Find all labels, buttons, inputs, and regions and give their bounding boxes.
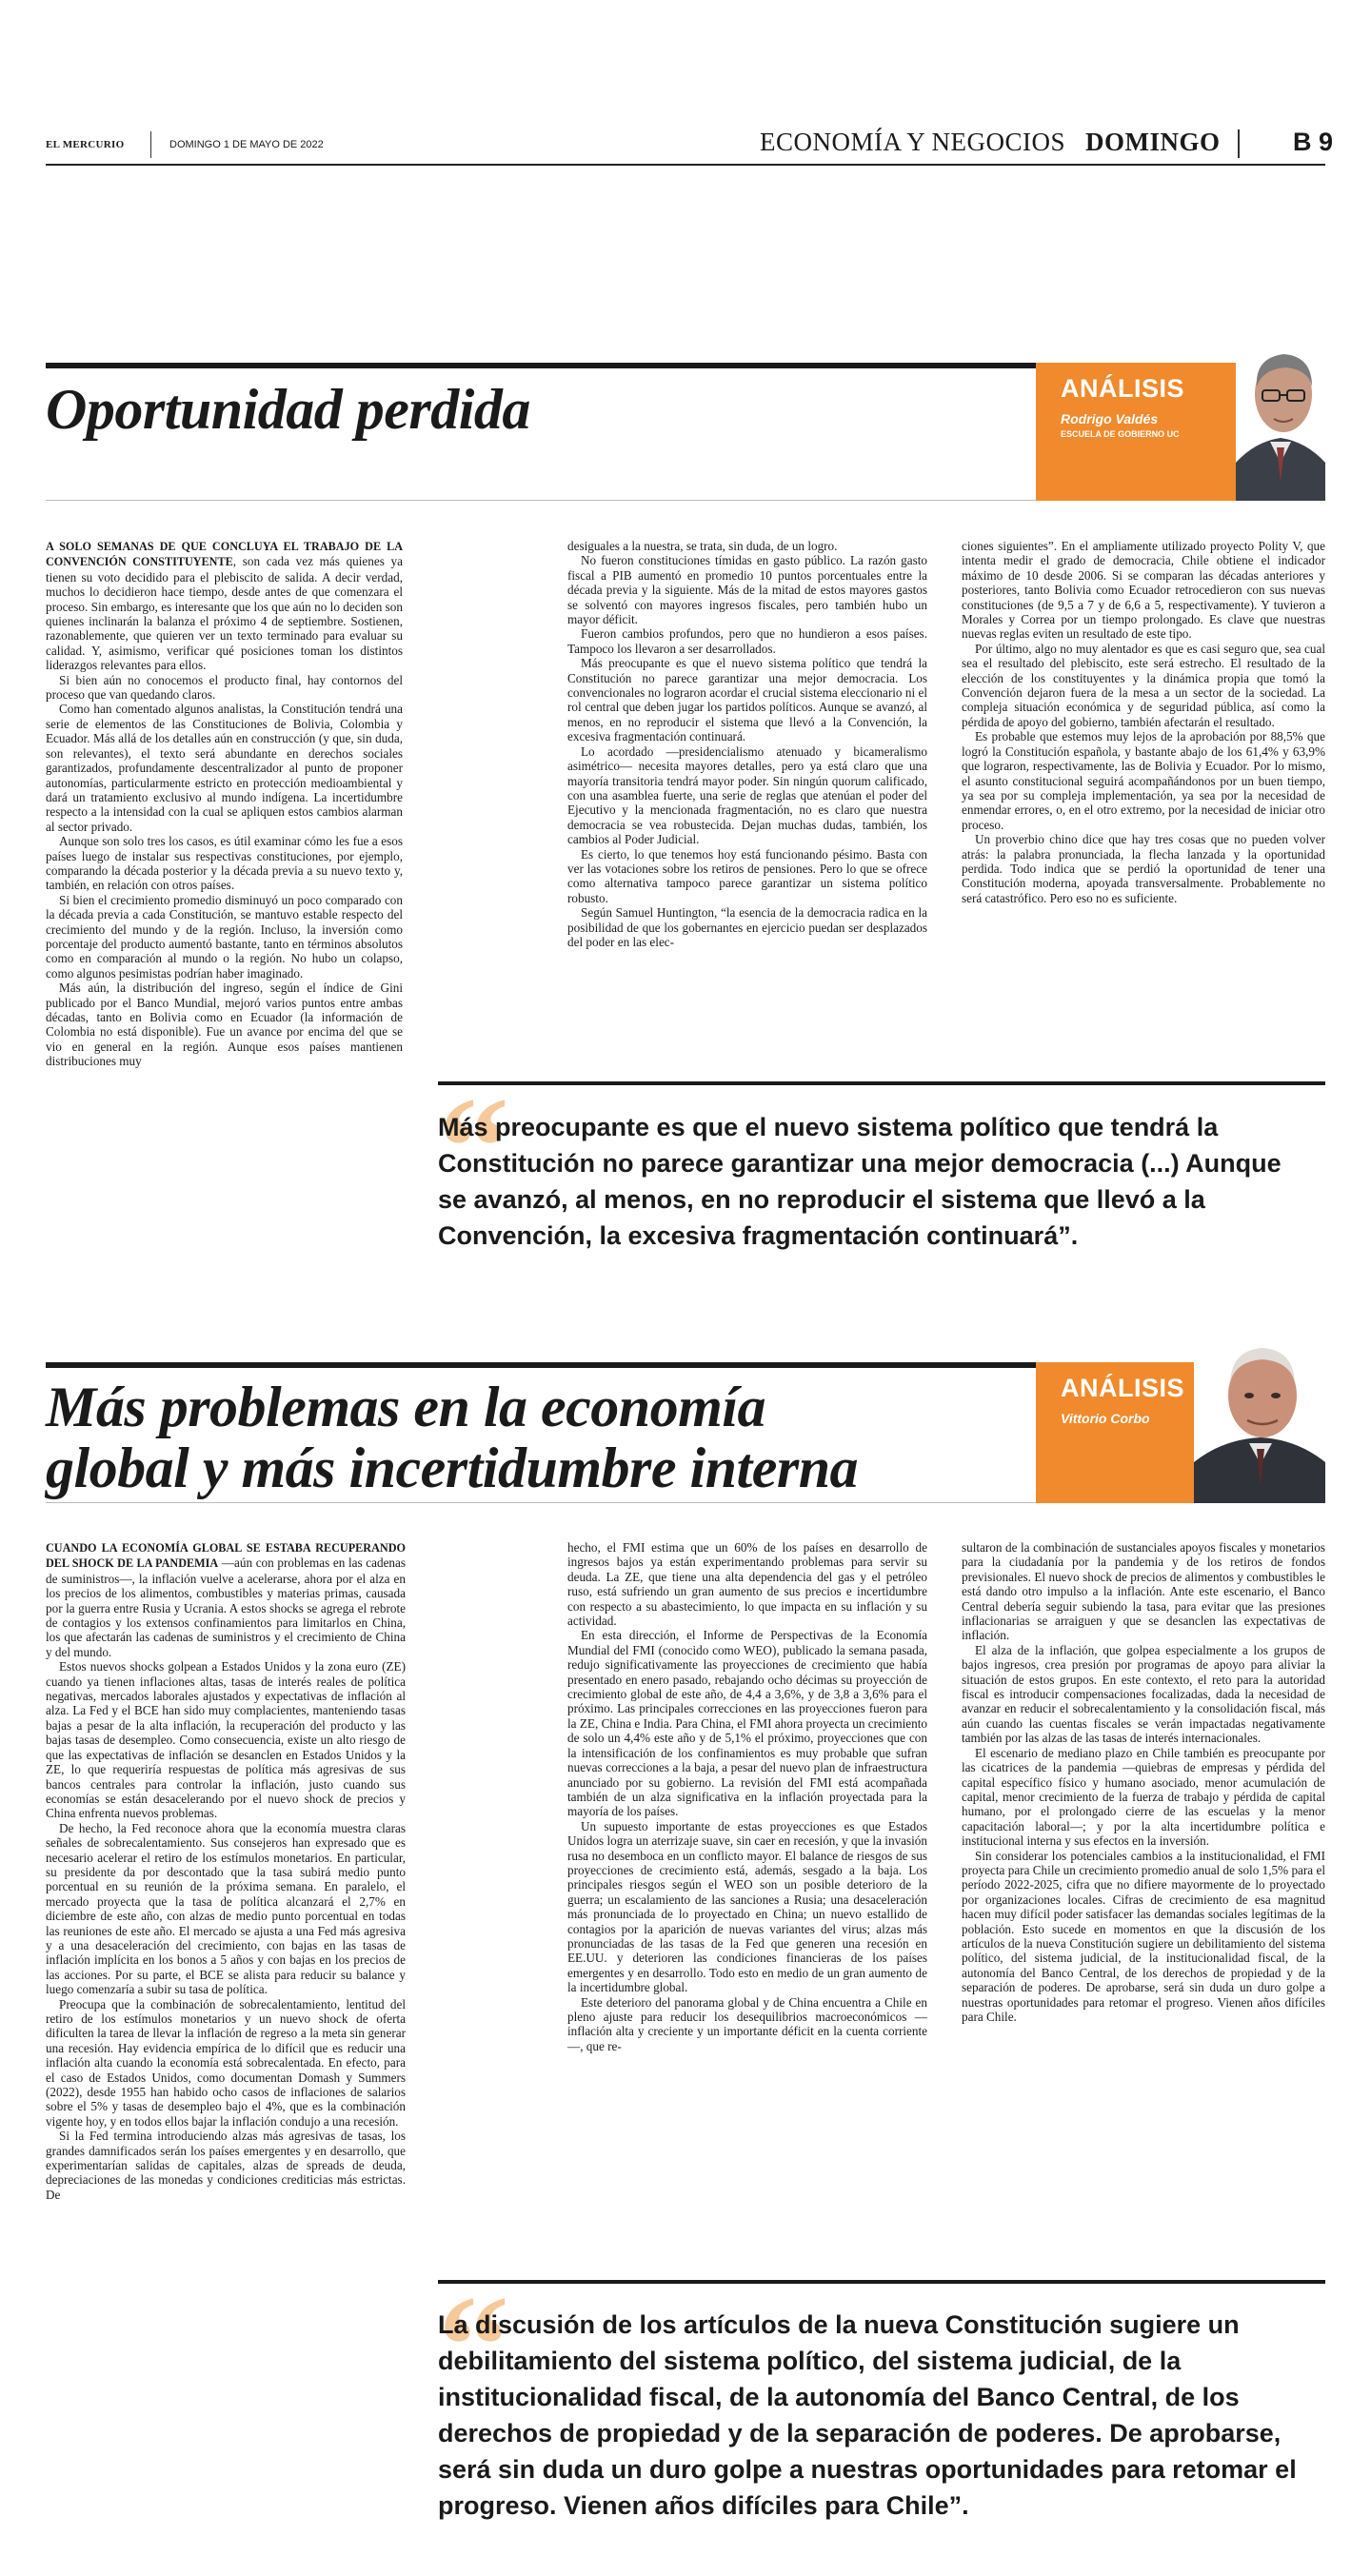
paragraph: Más aún, la distribución del ingreso, según el índice de Gini publicado por el Banco Mundial, mejoró varios puntos entre ambas décadas, tanto en Bolivia como en Ecuador (la información de Colombia no está disponible). Fue un avance por encima del que se vio en general en la región. Aunque esos países mantienen distribuciones muy <box>46 981 403 1069</box>
article1-lead: A SOLO SEMANAS DE QUE CONCLUYA EL TRABAJO DE LA CONVENCIÓN CONSTITUYENTE <box>46 540 403 569</box>
paragraph: Como han comentado algunos analistas, la Constitución tendrá una serie de elementos de las Constituciones de Bolivia, Colombia y Ecuador. Más allá de los detalles aún en construcción (y que, sin duda, son relevantes), el texto será abundante en derechos sociales garantizados, profundamente descentralizador al punto de proponer autonomías, particularmente estricto en protección medioambiental y dará un tratamiento exclusivo al mundo indígena. La incertidumbre respecto a la intensidad con la cual se apliquen estos cambios alarman al sector privado. <box>46 702 403 834</box>
issue-date: DOMINGO 1 DE MAYO DE 2022 <box>169 139 324 150</box>
paragraph: ciones siguientes”. En el ampliamente utilizado proyecto Polity V, que intenta medir el grado de democracia, Chile obtiene el indicador máximo de 10 desde 2006. Si se comparan las décadas anteriores y posteriores, tanto Bolivia como Ecuador retrocedieron con sus nuevas constituciones (de 9,5 a 7 y de 6,6 a 5, respectivamente). Y tuvieron a Morales y Correa por un tiempo prolongado. Es clave que nuestras nuevas reglas eviten un resultado de este tipo. <box>962 539 1325 642</box>
article2-analysis-tag <box>1036 1362 1325 1503</box>
paragraph: Por último, algo no muy alentador es que es casi seguro que, sea cual sea el resultado del plebiscito, este será estrecho. El resultado de la elección de los constituyentes y la dinámica propia que tomó la Convención dejaron fuera de la mesa a un sector de la sociedad. La compleja situación económica y de seguridad pública, así como la pérdida de apoyo del gobierno, también afectarán el resultado. <box>962 641 1325 729</box>
header-rule <box>46 164 1325 166</box>
article1-column-3 <box>962 539 1325 905</box>
paragraph: Un supuesto importante de estas proyecciones es que Estados Unidos logra un aterrizaje suave, sin caer en recesión, y que la invasión rusa no desemboca en un conflicto mayor. El balance de riesgos de sus proyecciones de crecimiento está, además, sesgado a la baja. Los principales riesgos según el WEO son un posible deterioro de la guerra; un escalamiento de las sanciones a Rusia; una desaceleración más pronunciada de lo proyectado en China; un nuevo estallido de contagios por la aparición de nuevas variantes del virus; alzas más pronunciadas de las tasas de la Fed que generen una recesión en EE.UU. y deterioren las condiciones financieras de los países emergentes y en desarrollo. Todo esto en medio de un gran aumento de la incertidumbre global. <box>567 1818 927 1995</box>
article2-title <box>46 1377 858 1498</box>
author-affiliation: ESCUELA DE GOBIERNO UC <box>1061 429 1180 439</box>
header-divider-2 <box>1238 129 1240 158</box>
author-photo <box>1194 1319 1325 1503</box>
paragraph: El escenario de mediano plazo en Chile también es preocupante por las cicatrices de la pandemia —quiebras de empresas y pérdida del capital específico físico y humano asociado, menor acumulación de capital, menor crecimiento de la fuerza de trabajo y pérdida de capital humano, por el prolongado cierre de las escuelas y la menor capacitación laboral—; y por la alta incertidumbre política e institucional interna y sus efectos en la inversión. <box>962 1745 1325 1849</box>
page-number: B 9 <box>1293 128 1334 156</box>
article1-title: Oportunidad perdida <box>46 378 530 441</box>
paragraph: , son cada vez más quienes ya tienen su voto decidido para el plebiscito de salida. A decir verdad, muchos lo decidieron hace tiempo, desde antes de que comenzara el proceso. Sin embargo, es interesante que los que aún no lo deciden son quienes inclinarán la balanza el próximo 4 de septiembre. Sostienen, razonablemente, que quieren ver un texto terminado para evaluar su calidad. Y, asimismo, verificar qué posiciones toman los distintos liderazgos relevantes para ellos. <box>46 554 403 673</box>
article2-column-1 <box>46 1540 406 2202</box>
article2-column-3 <box>962 1540 1325 2024</box>
article1-column-1 <box>46 539 403 1069</box>
article1-column-2 <box>567 539 927 949</box>
paragraph: Es cierto, lo que tenemos hoy está funcionando pésimo. Basta con ver las votaciones sobre los retiros de pensiones. Pero lo que se ofrece como alternativa tampoco parece garantizar un sistema político robusto. <box>567 846 927 905</box>
paragraph: Lo acordado —presidencialismo atenuado y bicameralismo asimétrico— necesita mayores detalles, pero ya está claro que una mayoría transitoria tendrá mayor poder. Sin ningún quorum calificado, con una asamblea fuerte, una serie de reglas que atenúan el poder del Ejecutivo y la mencionada fragmentación, no es claro que nuestra democracia se vea robustecida. Dejan muchas dudas, también, los cambios al Poder Judicial. <box>567 743 927 847</box>
paragraph: Aunque son solo tres los casos, es útil examinar cómo les fue a esos países luego de instalar sus respectivas constituciones, por ejemplo, comparando la década posterior y la década previa a su nuevo texto y, también, en relación con otros países. <box>46 834 403 893</box>
paragraph: Más preocupante es que el nuevo sistema político que tendrá la Constitución no parece garantizar una mejor democracia. Los convencionales no lograron acordar el crucial sistema eleccionario ni el rol central que deben jugar los partidos políticos. Aunque se avanzó, al menos, en no reproducir el sistema que llevó a la Convención, la excesiva fragmentación continuará. <box>567 656 927 744</box>
article2-pull-quote: La discusión de los artículos de la nueva Constitución sugiere un debilitamiento del sistema político, del sistema judicial, de la institucionalidad fiscal, de la autonomía del Banco Central, de los derechos de propiedad y de la separación de poderes. De aprobarse, será sin duda un duro golpe a nuestras oportunidades para retomar el progreso. Vienen años difíciles para Chile”. <box>438 2310 1297 2520</box>
article1-analysis-tag <box>1036 363 1325 501</box>
paragraph: —aún con problemas en las cadenas de suministros—, la inflación vuelve a acelerarse, ahora por el alza en los precios de los alimentos, combustibles y materias primas, causada por la guerra entre Rusia y Ucrania. A estos shocks se agrega el rebrote de contagios y los extensos confinamientos para limitarlos en China, los que afectarán las cadenas de suministros y el crecimiento de China y del mundo. <box>46 1556 406 1659</box>
section-day: DOMINGO <box>1085 128 1221 156</box>
article2-column-2 <box>567 1540 927 2053</box>
quote-mark-icon: “ <box>438 2267 509 2425</box>
paragraph: Si bien aún no conocemos el producto final, hay contornos del proceso que van quedando claros. <box>46 672 403 703</box>
paragraph: Fueron cambios profundos, pero que no hundieron a esos países. Tampoco los llevaron a ser desarrollados. <box>567 626 927 656</box>
paragraph: El alza de la inflación, que golpea especialmente a los grupos de bajos ingresos, crea presión por programas de apoyo para aliviar la situación de estos grupos. En este contexto, el reto para la autoridad fiscal es introducir compensaciones focalizadas, dada la necesidad de avanzar en reducir el sobrecalentamiento y la consolidación fiscal, más aún cuando las cuentas fiscales se verán impactadas negativamente también por las alzas de las tasas de interés internacionales. <box>962 1642 1325 1746</box>
paragraph: Si bien el crecimiento promedio disminuyó un poco comparado con la década previa a cada Constitución, se mantuvo estable respecto del crecimiento del mundo y de la región. Incluso, la inversión como porcentaje del producto aumentó bastante, tanto en términos absolutos como en comparación al mundo o la región. No hubo un colapso, como algunos pesimistas podrían haber imaginado. <box>46 892 403 981</box>
paragraph: Si la Fed termina introduciendo alzas más agresivas de tasas, los grandes damnificados serán los países emergentes y en desarrollo, que experimentarían salidas de capitales, alzas de spreads de deuda, depreciaciones de las monedas y condiciones crediticias más estrictas. De <box>46 2129 406 2202</box>
article1-pull-quote: Más preocupante es que el nuevo sistema político que tendrá la Constitución no parece garantizar una mejor democracia (...) Aunque se avanzó, al menos, en no reproducir el sistema que llevó a la Convención, la excesiva fragmentación continuará”. <box>438 1113 1282 1250</box>
article2-top-bar <box>46 1362 1036 1368</box>
paragraph: Este deterioro del panorama global y de China encuentra a Chile en pleno ajuste para reducir los desequilibrios macroeconómicos —inflación alta y creciente y un importante déficit en la cuenta corriente—, que re- <box>567 1994 927 2053</box>
paragraph: En esta dirección, el Informe de Perspectivas de la Economía Mundial del FMI (conocido como WEO), publicado la semana pasada, redujo significativamente las proyecciones de crecimiento que había presentado en enero pasado, rebajando ocho décimas su proyección de crecimiento global de este año, de 4,4 a 3,6%, y de 3,8 a 3,6% para el próximo. Las principales correcciones en las proyecciones fueron para la ZE, China e India. Para China, el FMI ahora proyecta un crecimiento de solo un 4,4% este año y de 5,1% el próximo, proyecciones que con la intensificación de los confinamientos es muy probable que sufran nuevas correcciones a la baja, a pesar del nuevo plan de infraestructura anunciado por su gobierno. La revisión del FMI está acompañada también de un alza significativa en la inflación proyectada para la mayoría de los países. <box>567 1628 927 1819</box>
paragraph: Un proverbio chino dice que hay tres cosas que no pueden volver atrás: la palabra pronunciada, la flecha lanzada y la oportunidad perdida. Todo indica que se perdió la oportunidad de tener una Constitución moderna, apoyada transversalmente. Probablemente no será catastrófico. Pero eso no es suficiente. <box>962 832 1325 905</box>
analysis-label: ANÁLISIS <box>1061 1374 1185 1402</box>
article2-title-line-2: global y más incertidumbre interna <box>46 1437 859 1499</box>
paragraph: Estos nuevos shocks golpean a Estados Unidos y la zona euro (ZE) cuando ya tienen inflaciones altas, tasas de interés reales de política negativas, mercados laborales ajustados y expectativas de inflación al alza. La Fed y el BCE han sido muy complacientes, manteniendo tasas bajas a pesar de la alta inflación, la recuperación del producto y las bajas tasas de desempleo. Como consecuencia, existe un alto riesgo de que las expectativas de inflación se desanclen en Estados Unidos y la ZE, lo que requeriría respuestas de política más agresivas de sus bancos centrales para controlar la inflación, justo cuando sus economías se están desacelerando por el nuevo shock de precios y China enfrenta nuevos problemas. <box>46 1659 406 1821</box>
article2-title-line-1: Más problemas en la economía <box>46 1376 766 1438</box>
header-divider <box>150 131 151 158</box>
article2-quote-bar <box>438 2280 1325 2284</box>
paragraph: sultaron de la combinación de sustanciales apoyos fiscales y monetarios para la ciudadanía por la pandemia y de los retiros de fondos previsionales. El nuevo shock de precios de alimentos y combustibles le está dando otro impulso a la inflación. Ante este escenario, el Banco Central debería seguir subiendo la tasa, para evitar que las presiones inflacionarias se arraiguen y que se desanclen las expectativas de inflación. <box>962 1540 1325 1643</box>
paragraph: desiguales a la nuestra, se trata, sin duda, de un logro. <box>567 539 838 553</box>
analysis-label: ANÁLISIS <box>1061 374 1185 403</box>
article1-top-bar <box>46 363 1036 368</box>
author-photo <box>1236 320 1325 501</box>
quote-mark-icon: “ <box>438 1068 509 1226</box>
author-name: Vittorio Corbo <box>1061 1411 1150 1426</box>
paragraph: Según Samuel Huntington, “la esencia de la democracia radica en la posibilidad de que los gobernantes en ejercicio puedan ser desplazados del poder en las elec- <box>567 905 927 949</box>
article1-title-rule <box>46 500 1036 501</box>
paragraph: Es probable que estemos muy lejos de la aprobación por 88,5% que logró la Constitución española, y bastante abajo de los 61,4% y 63,9% que lograron, respectivamente, las de Bolivia y Ecuador. Por lo mismo, el asunto constitucional seguirá acompañándonos por un buen tiempo, ya sea por su compleja implementación, ya sea por la necesidad de enmendar errores, o, en el otro extremo, por la necesidad de iniciar otro proceso. <box>962 729 1325 832</box>
paragraph: Sin considerar los potenciales cambios a la institucionalidad, el FMI proyecta para Chile un crecimiento promedio anual de solo 1,5% para el período 2022-2025, cifra que no difiere mayormente de lo proyectado por organizaciones locales. Cifras de crecimiento de esa magnitud hacen muy difícil poder satisfacer las demandas sociales legítimas de la población. Esto sucede en momentos en que la discusión de los artículos de la nueva Constitución sugiere un debilitamiento del sistema político, del sistema judicial, de la institucionalidad fiscal, de la autonomía del Banco Central, de los derechos de propiedad y de la separación de poderes. De aprobarse, será sin duda un duro golpe a nuestras oportunidades para retomar el progreso. Vienen años difíciles para Chile. <box>962 1848 1325 2024</box>
paragraph: De hecho, la Fed reconoce ahora que la economía muestra claras señales de sobrecalentamiento. Sus consejeros han expresado que es necesario acelerar el retiro de los estímulos monetarios. En particular, su presidente da por descontado que la tasa subirá medio punto porcentual en su reunión de la próxima semana. En paralelo, el mercado proyecta que la tasa de política alcanzará el 2,7% en diciembre de este año, con alzas de medio punto porcentual en todas las reuniones de este año. El mercado se ajusta a una Fed más agresiva y a una desaceleración del crecimiento, con bajas en las tasas de inflación implícita en los bonos a 5 años y con bajas en los precios de las acciones. Por su parte, el BCE se alista para reducir su balance y luego comenzaría a subir su tasa de política. <box>46 1820 406 1997</box>
section-name: ECONOMÍA Y NEGOCIOS <box>760 128 1066 156</box>
paragraph: hecho, el FMI estima que un 60% de los países en desarrollo de ingresos bajos ya están experimentando problemas para servir su deuda. La ZE, que tiene una alta dependencia del gas y el petróleo ruso, está sufriendo un gran aumento de sus precios e incertidumbre con respecto a su abastecimiento, lo que impacta en su inflación y su actividad. <box>567 1540 927 1629</box>
author-name: Rodrigo Valdés <box>1061 411 1159 426</box>
paragraph: Preocupa que la combinación de sobrecalentamiento, lentitud del retiro de los estímulos monetarios y un nuevo shock de oferta dificulten la tarea de llevar la inflación de regreso a la meta sin generar una recesión. Hay evidencia empírica de lo difícil que es reducir una inflación alta cuando la economía está sobrecalentada. En efecto, para el caso de Estados Unidos, como documentan Domash y Summers (2022), desde 1955 han habido ocho casos de inflaciones de salarios sobre el 5% y tasas de desempleo bajo el 4%, que es la combinación vigente hoy, y en todos ellos bajar la inflación condujo a una recesión. <box>46 1996 406 2129</box>
newspaper-name: EL MERCURIO <box>46 139 125 150</box>
article2-lead: CUANDO LA ECONOMÍA GLOBAL SE ESTABA RECUPERANDO DEL SHOCK DE LA PANDEMIA <box>46 1541 406 1571</box>
article2-title-rule <box>46 1502 1036 1503</box>
article1-quote-bar <box>438 1081 1325 1085</box>
paragraph: No fueron constituciones tímidas en gasto público. La razón gasto fiscal a PIB aumentó en promedio 10 puntos porcentuales entre la década previa y la siguiente. Más de la mitad de estos mayores gastos se solventó con mayores ingresos fiscales, pero también hubo un mayor déficit. <box>567 553 927 627</box>
